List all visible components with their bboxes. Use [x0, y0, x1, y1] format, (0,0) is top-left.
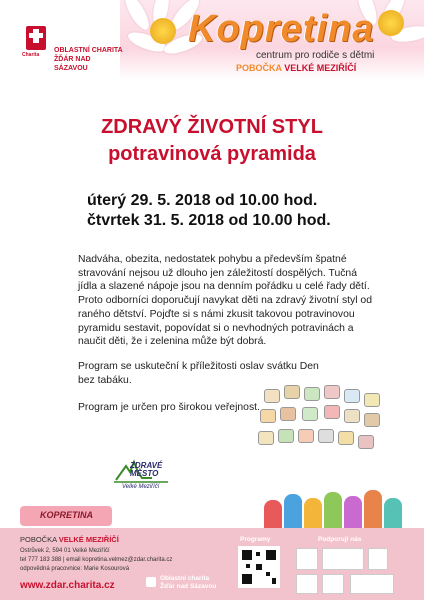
sponsor-logo-2: [322, 548, 364, 570]
facebook-line-2: Žďár nad Sázavou: [160, 583, 217, 590]
charita-logo-word: Charita: [22, 52, 40, 58]
footer-responsible: odpovědná pracovnice: Marie Kosourová: [20, 566, 130, 572]
footer-branch-prefix: POBOČKA: [20, 535, 57, 544]
footer-contact[interactable]: tel 777 183 388 | email kopretina.velmez@zdar.charita.cz: [20, 557, 173, 563]
brand-subtitle: centrum pro rodiče s dětmi: [256, 50, 375, 61]
charita-cross-icon: [26, 26, 46, 50]
main-title: ZDRAVÝ ŽIVOTNÍ STYL: [101, 116, 323, 138]
footer-website-link[interactable]: www.zdar.charita.cz: [20, 580, 115, 591]
event-date-1: úterý 29. 5. 2018 od 10.00 hod.: [87, 192, 318, 209]
qr-code-icon[interactable]: [238, 546, 280, 588]
sponsor-logo-5: [322, 574, 344, 594]
facebook-line-1: Oblastní charita: [160, 575, 210, 582]
footer-kopretina-logo: [20, 506, 112, 526]
footer-branch-city: VELKÉ MEZIŘÍČÍ: [58, 535, 119, 544]
footer-facebook-label[interactable]: [160, 575, 216, 591]
facebook-icon[interactable]: [146, 577, 156, 587]
sponsor-logo-3: [368, 548, 388, 570]
zdrave-mesto-line-1: ZDRAVÉ: [130, 461, 163, 470]
zdrave-mesto-text: [130, 462, 162, 478]
charity-name-line-2: ŽĎÁR NAD SÁZAVOU: [54, 56, 91, 72]
occasion-paragraph: Program se uskuteční k příležitosti oslav svátku Den bez tabáku.: [78, 361, 319, 386]
description-paragraph: Nadváha, obezita, nedostatek pohybu a především špatné stravování nejsou už dlouho jen záležitostí dospělých. Tučná jídla a slazené nápoje jsou na denním pořádku u celé řady dětí. Proto odborníci doporučují navykat děti na zdravý životní styl od raného dětství. Pojďte si s námi zkusit takovou potravinovou pyramidu sestavit, popovídat si o nevhodných potravinách a naučit děti, že i zelenina může být dobrá.: [78, 254, 372, 348]
branch-prefix: POBOČKA: [236, 63, 282, 73]
zdrave-mesto-logo: [112, 456, 182, 494]
branch-city: VELKÉ MEZIŘÍČÍ: [284, 63, 357, 73]
brand-branch: [236, 63, 356, 73]
programs-label: Programy: [240, 536, 271, 543]
footer-branch: [20, 535, 119, 544]
brand-title: Kopretina: [188, 8, 375, 50]
header: [0, 0, 424, 84]
main-subtitle: potravinová pyramida: [108, 143, 316, 165]
event-date-2: čtvrtek 31. 5. 2018 od 10.00 hod.: [87, 212, 331, 229]
sponsor-logo-6: [350, 574, 394, 594]
footer-address: Ostrůvek 2, 594 01 Velké Meziříčí: [20, 548, 110, 554]
support-label: Podporují nás: [318, 536, 362, 543]
zdrave-mesto-city: Velké Meziříčí: [122, 484, 160, 490]
charity-name: [54, 46, 126, 73]
charity-name-line-1: OBLASTNÍ CHARITA: [54, 47, 123, 54]
sponsor-logo-1: [296, 548, 318, 570]
food-cards-illustration: [256, 383, 391, 455]
audience-paragraph: Program je určen pro širokou veřejnost.: [78, 402, 260, 413]
sponsor-logo-4: [296, 574, 318, 594]
footer-logo-text: KOPRETINA: [40, 510, 94, 520]
charita-logo-block: [16, 12, 126, 72]
zdrave-mesto-line-2: MĚSTO: [130, 469, 159, 478]
